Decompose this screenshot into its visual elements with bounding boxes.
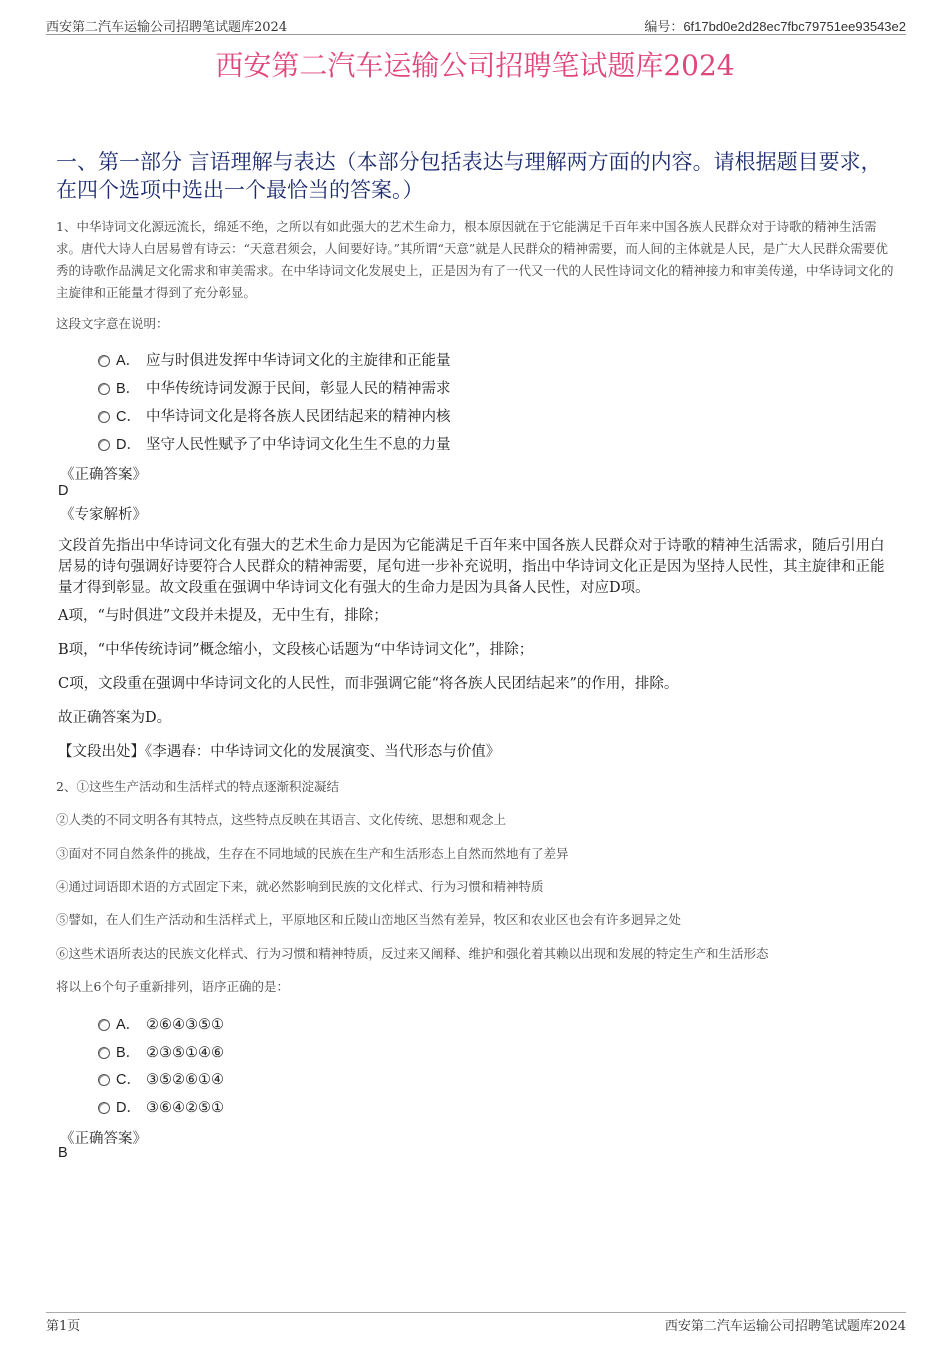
q2-prompt: 将以上6个句子重新排列，语序正确的是： (56, 979, 289, 994)
section-heading: 一、第一部分 言语理解与表达（本部分包括表达与理解两方面的内容。请根据题目要求，在四个选项中选出一个最恰当的答案。） (56, 150, 882, 202)
q1-analysis-c: C项，文段重在强调中华诗词文化的人民性，而非强调它能“将各族人民团结起来”的作用，排除。 (58, 676, 679, 692)
radio-icon[interactable] (98, 1047, 110, 1059)
q2-answer-label: 《正确答案》 (60, 1131, 147, 1147)
q2-answer: B (58, 1145, 68, 1161)
q1-analysis-conclusion: 故正确答案为D。 (58, 710, 172, 726)
q2-sentence-3: ③面对不同自然条件的挑战，生存在不同地域的民族在生产和生活形态上自然而然地有了差异 (56, 846, 569, 861)
footer-page-number: 第1页 (46, 1319, 81, 1334)
page-title: 西安第二汽车运输公司招聘笔试题库2024 (215, 49, 735, 82)
q2-sentence-2: ②人类的不同文明各有其特点，这些特点反映在其语言、文化传统、思想和观念上 (56, 812, 507, 827)
q1-option-c[interactable]: C． 中华诗词文化是将各族人民团结起来的精神内核 (98, 405, 451, 427)
q1-prompt: 这段文字意在说明： (56, 316, 169, 331)
q2-option-c[interactable]: C． ③⑤②⑥①④ (98, 1068, 224, 1090)
q1-stem: 1、中华诗词文化源远流长，绵延不绝，之所以有如此强大的艺术生命力，根本原因就在于它能满足千百年来中国各族人民群众对于诗歌的精神生活需求。唐代大诗人白居易曾有诗云：“天意君须会，人间要好诗。”其所谓“天意”就是人民群众的精神需要，而人间的主体就是人民，是广大人民群众需要优秀的诗歌作品满足文化需求和审美需求。在中华诗词文化发展史上，正是因为有了一代又一代的人民性诗词文化的精神接力和审美传递，中华诗词文化的主旋律和正能量才得到了充分彰显。 (56, 219, 894, 300)
q2-sentence-5: ⑤譬如，在人们生产活动和生活样式上，平原地区和丘陵山峦地区当然有差异，牧区和农业区也会有许多迥异之处 (56, 912, 682, 927)
q1-answer: D (58, 483, 69, 499)
header-doc-id: 编号：6f17bd0e2d28ec7fbc79751ee93543e2 (644, 19, 906, 34)
q2-option-b[interactable]: B． ②③⑤①④⑥ (98, 1041, 224, 1063)
q1-analysis-main: 文段首先指出中华诗词文化有强大的艺术生命力是因为它能满足千百年来中国各族人民群众对于诗歌的精神生活需求，随后引用白居易的诗句强调好诗要符合人民群众的精神需要，尾句进一步补充说明，指出中华诗词文化正是因为坚持人民性，其主旋律和正能量才得到彰显。故文段重在强调中华诗词文化有强大的生命力是因为具备人民性，对应D项。 (58, 538, 885, 596)
radio-icon[interactable] (98, 1074, 110, 1086)
radio-icon[interactable] (98, 411, 110, 423)
q1-option-b[interactable]: B． 中华传统诗词发源于民间，彰显人民的精神需求 (98, 377, 451, 399)
q2-sentence-1: 2、①这些生产活动和生活样式的特点逐渐积淀凝结 (56, 779, 339, 794)
q2-option-d[interactable]: D． ③⑥④②⑤① (98, 1096, 224, 1118)
footer-doc-title: 西安第二汽车运输公司招聘笔试题库2024 (664, 1319, 906, 1334)
q1-option-d[interactable]: D． 坚守人民性赋予了中华诗词文化生生不息的力量 (98, 433, 451, 455)
radio-icon[interactable] (98, 1019, 110, 1031)
q1-analysis-b: B项，“中华传统诗词”概念缩小，文段核心话题为“中华诗词文化”，排除； (58, 642, 534, 658)
radio-icon[interactable] (98, 383, 110, 395)
q1-analysis-label: 《专家解析》 (60, 507, 147, 523)
q1-answer-label: 《正确答案》 (60, 467, 147, 483)
q1-source: 【文段出处】《李遇春：中华诗词文化的发展演变、当代形态与价值》 (58, 744, 501, 760)
q1-option-a[interactable]: A． 应与时俱进发挥中华诗词文化的主旋律和正能量 (98, 349, 451, 371)
page-header (46, 14, 906, 35)
q2-sentence-4: ④通过词语即术语的方式固定下来，就必然影响到民族的文化样式、行为习惯和精神特质 (56, 879, 544, 894)
q1-analysis-a: A项，“与时俱进”文段并未提及，无中生有，排除； (58, 608, 388, 624)
q2-option-a[interactable]: A． ②⑥④③⑤① (98, 1013, 224, 1035)
radio-icon[interactable] (98, 355, 110, 367)
page-footer (46, 1312, 906, 1334)
header-doc-title: 西安第二汽车运输公司招聘笔试题库2024 (46, 20, 288, 35)
radio-icon[interactable] (98, 1102, 110, 1114)
q2-sentence-6: ⑥这些术语所表达的民族文化样式、行为习惯和精神特质，反过来又阐释、维护和强化着其赖以出现和发展的特定生产和生活形态 (56, 946, 769, 961)
radio-icon[interactable] (98, 439, 110, 451)
